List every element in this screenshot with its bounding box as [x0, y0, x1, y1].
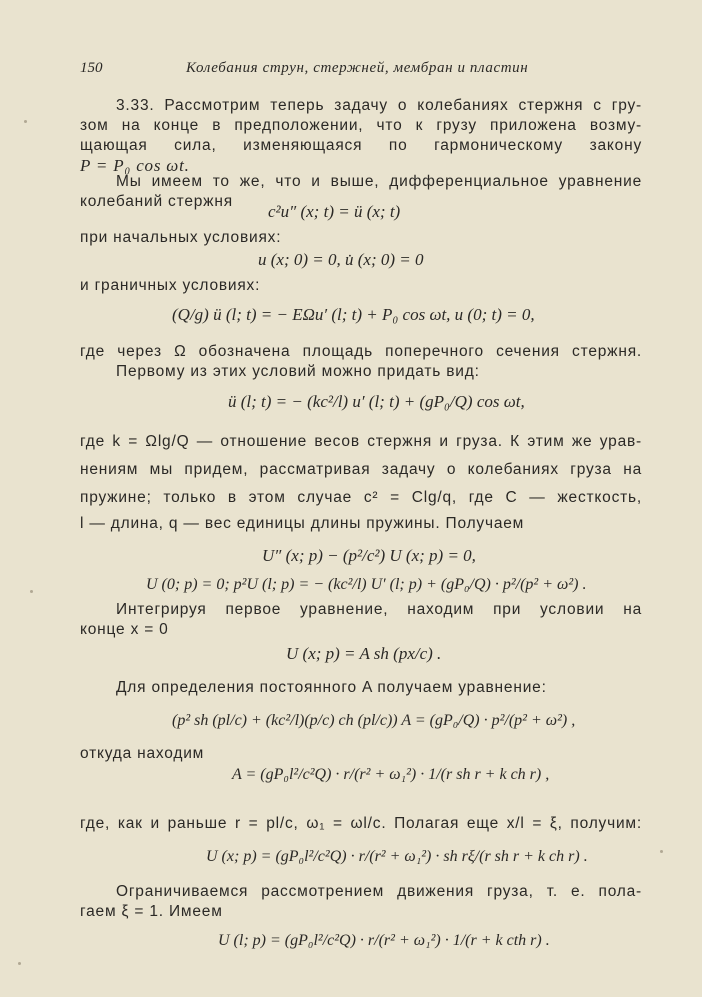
paper-speck — [660, 850, 663, 853]
text-line: Для определения постоянного A получаем уравнение: — [116, 679, 547, 696]
equation-9: A = (gP₀l²/c²Q) · r/(r² + ω₁²) · 1/(r sh r + k ch r) , — [232, 766, 550, 783]
equation-8: (p² sh (pl/c) + (kc²/l)(p/c) ch (pl/c)) A = (gP₀/Q) · p²/(p² + ω²) , — [172, 712, 576, 729]
equation-2: u (x; 0) = 0, u̇ (x; 0) = 0 — [258, 250, 424, 269]
text-line: P = P₀ cos ωt. — [80, 156, 190, 175]
equation-1: c²u″ (x; t) = ü (x; t) — [268, 202, 401, 221]
text-line: где, как и раньше r = pl/c, ω₁ = ωl/c. Полагая еще x/l = ξ, получим: — [80, 815, 642, 832]
text-line: 3.33. Рассмотрим теперь задачу о колебаниях стержня с гру- — [116, 97, 642, 114]
text-line: при начальных условиях: — [80, 229, 282, 246]
text-line: Мы имеем то же, что и выше, дифференциальное уравнение — [116, 173, 642, 190]
text-line: Ограничиваемся рассмотрением движения груза, т. е. пола- — [116, 883, 642, 900]
text-line: где k = Ωlg/Q — отношение весов стержня и груза. К этим же урав- — [80, 433, 642, 450]
text-line: нениям мы придем, рассматривая задачу о колебаниях груза на — [80, 461, 642, 478]
paragraph-integrating — [80, 600, 642, 640]
text-whence — [80, 744, 642, 764]
equation-6: U (0; p) = 0; p²U (l; p) = − (kc²/l) U′ (l; p) + (gP₀/Q) · p²/(p² + ω²) . — [146, 576, 587, 593]
page-number: 150 — [80, 60, 103, 76]
text-line: откуда находим — [80, 745, 205, 762]
text-line: l — длина, q — вес единицы длины пружины. Получаем — [80, 515, 525, 532]
text-line: гаем ξ = 1. Имеем — [80, 903, 223, 920]
equation-10: U (x; p) = (gP₀l²/c²Q) · r/(r² + ω₁²) · sh rξ/(r sh r + k ch r) . — [206, 848, 588, 865]
paper-speck — [24, 120, 27, 123]
paragraph-3-33 — [80, 96, 642, 176]
paper-speck — [30, 590, 33, 593]
page-header — [80, 60, 640, 82]
text-boundary-conditions — [80, 276, 642, 296]
text-line: и граничных условиях: — [80, 277, 261, 294]
text-line: щающая сила, изменяющаяся по гармоническому закону — [80, 137, 642, 154]
equation-4: ü (l; t) = − (kc²/l) u′ (l; t) + (gP₀/Q) cos ωt, — [228, 392, 525, 411]
running-title: Колебания струн, стержней, мембран и пластин — [186, 60, 529, 76]
paragraph-constant-a — [80, 678, 642, 698]
paper-speck — [18, 962, 21, 965]
equation-3: (Q/g) ü (l; t) = − EΩu′ (l; t) + P₀ cos ωt, u (0; t) = 0, — [172, 305, 535, 324]
text-line: колебаний стержня — [80, 193, 233, 210]
paragraph-weight-ratio — [80, 432, 642, 534]
text-line: Интегрируя первое уравнение, находим при условии на — [116, 601, 642, 618]
paragraph-cross-section — [80, 342, 642, 382]
text-line: зом на конце в предположении, что к грузу приложена возму- — [80, 117, 642, 134]
text-line: Первому из этих условий можно придать вид: — [116, 363, 480, 380]
paragraph-load-motion — [80, 882, 642, 922]
text-line: пружине; только в этом случае c² = Clg/q, где C — жесткость, — [80, 489, 642, 506]
text-initial-conditions — [80, 228, 642, 248]
equation-11: U (l; p) = (gP₀l²/c²Q) · r/(r² + ω₁²) · 1/(r + k cth r) . — [218, 932, 550, 949]
equation-5: U″ (x; p) − (p²/c²) U (x; p) = 0, — [262, 546, 476, 565]
text-line: где через Ω обозначена площадь поперечного сечения стержня. — [80, 343, 642, 360]
text-line: конце x = 0 — [80, 621, 169, 638]
equation-7: U (x; p) = A sh (px/c) . — [286, 644, 442, 663]
paragraph-substitution — [80, 814, 642, 834]
